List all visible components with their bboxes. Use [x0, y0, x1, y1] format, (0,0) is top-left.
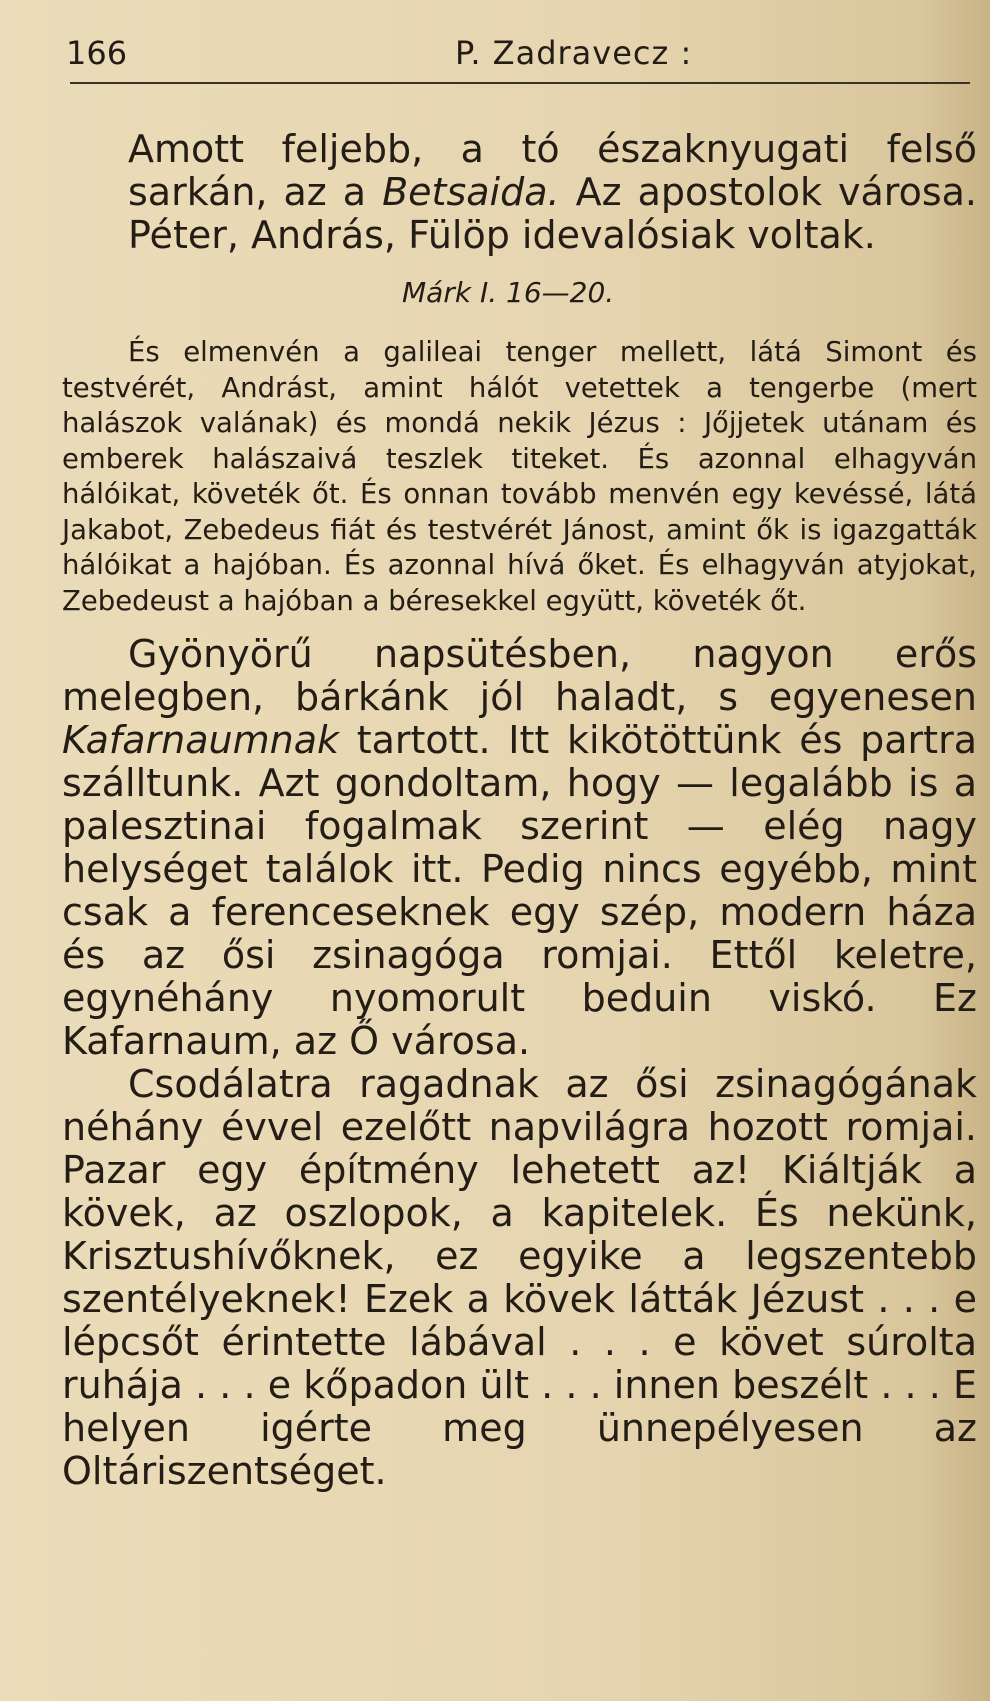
synagogue-paragraph: Csodálatra ragadnak az ősi zsinagógának néhány évvel ezelőtt napvilágra hozott romjai. Pazar egy építmény lehetett az! Kiáltják a kövek, az oszlopok, a kapitelek. És nekünk, Krisztushívőknek, ez egyike a legszentebb szentélyeknek! Ezek a kövek látták Jézust . . . e lépcsőt érintette lábával . . . e követ súrolta ruhája . . . e kőpadon ült . . . innen beszélt . . . E helyen igérte meg ünnepélyesen az Oltáriszentséget.: [62, 1062, 977, 1493]
page-number: 166: [66, 34, 128, 72]
header-rule: [70, 82, 970, 84]
intro-text-end: Az apostolok városa. Péter, András, Fülöp idevalósiak voltak.: [128, 170, 977, 257]
intro-text-start: Amott feljebb, a tó északnyugati felső sarkán, az a: [128, 127, 977, 214]
bible-reference: Márk I. 16—20.: [402, 276, 615, 309]
page-body: [62, 128, 977, 1493]
page-header: [60, 26, 970, 80]
kafarnaum-text-start: Gyönyörű napsütésben, nagyon erős melegben, bárkánk jól haladt, s egyenesen: [62, 632, 977, 719]
scripture-quote-text: És elmenvén a galileai tenger mellett, látá Simont és testvérét, Andrást, amint hálót vetettek a tengerbe (mert halászok valának) és mondá nekik Jézus : Jőjjetek utánam és emberek halászaivá teszlek titeket. És azonnal elhagyván hálóikat, követék őt. És onnan tovább menvén egy kevéssé, látá Jakabot, Zebedeus fiát és testvérét Jánost, amint ők is igazgatták hálóikat a hajóban. És azonnal hívá őket. És elhagyván atyjokat, Zebedeust a hajóban a béresekkel együtt, követék őt.: [62, 336, 977, 617]
running-title: P. Zadravecz :: [455, 34, 693, 72]
scripture-quote: [62, 335, 977, 619]
place-name-betsaida: Betsaida.: [382, 170, 560, 214]
kafarnaum-paragraph: [62, 633, 977, 1063]
kafarnaum-text-end: tartott. Itt kikötöttünk és partra szálltunk. Azt gondoltam, hogy — legalább is a palesztinai fogalmak szerint — elég nagy helységet találok itt. Pedig nincs egyébb, mint csak a ferenceseknek egy szép, modern háza és az ősi zsinagóga romjai. Ettől keletre, egynéhány nyomorult beduin viskó. Ez Kafarnaum, az Ő városa.: [62, 718, 977, 1063]
intro-paragraph: [62, 128, 977, 257]
place-name-kafarnaum: Kafarnaumnak: [62, 718, 339, 762]
